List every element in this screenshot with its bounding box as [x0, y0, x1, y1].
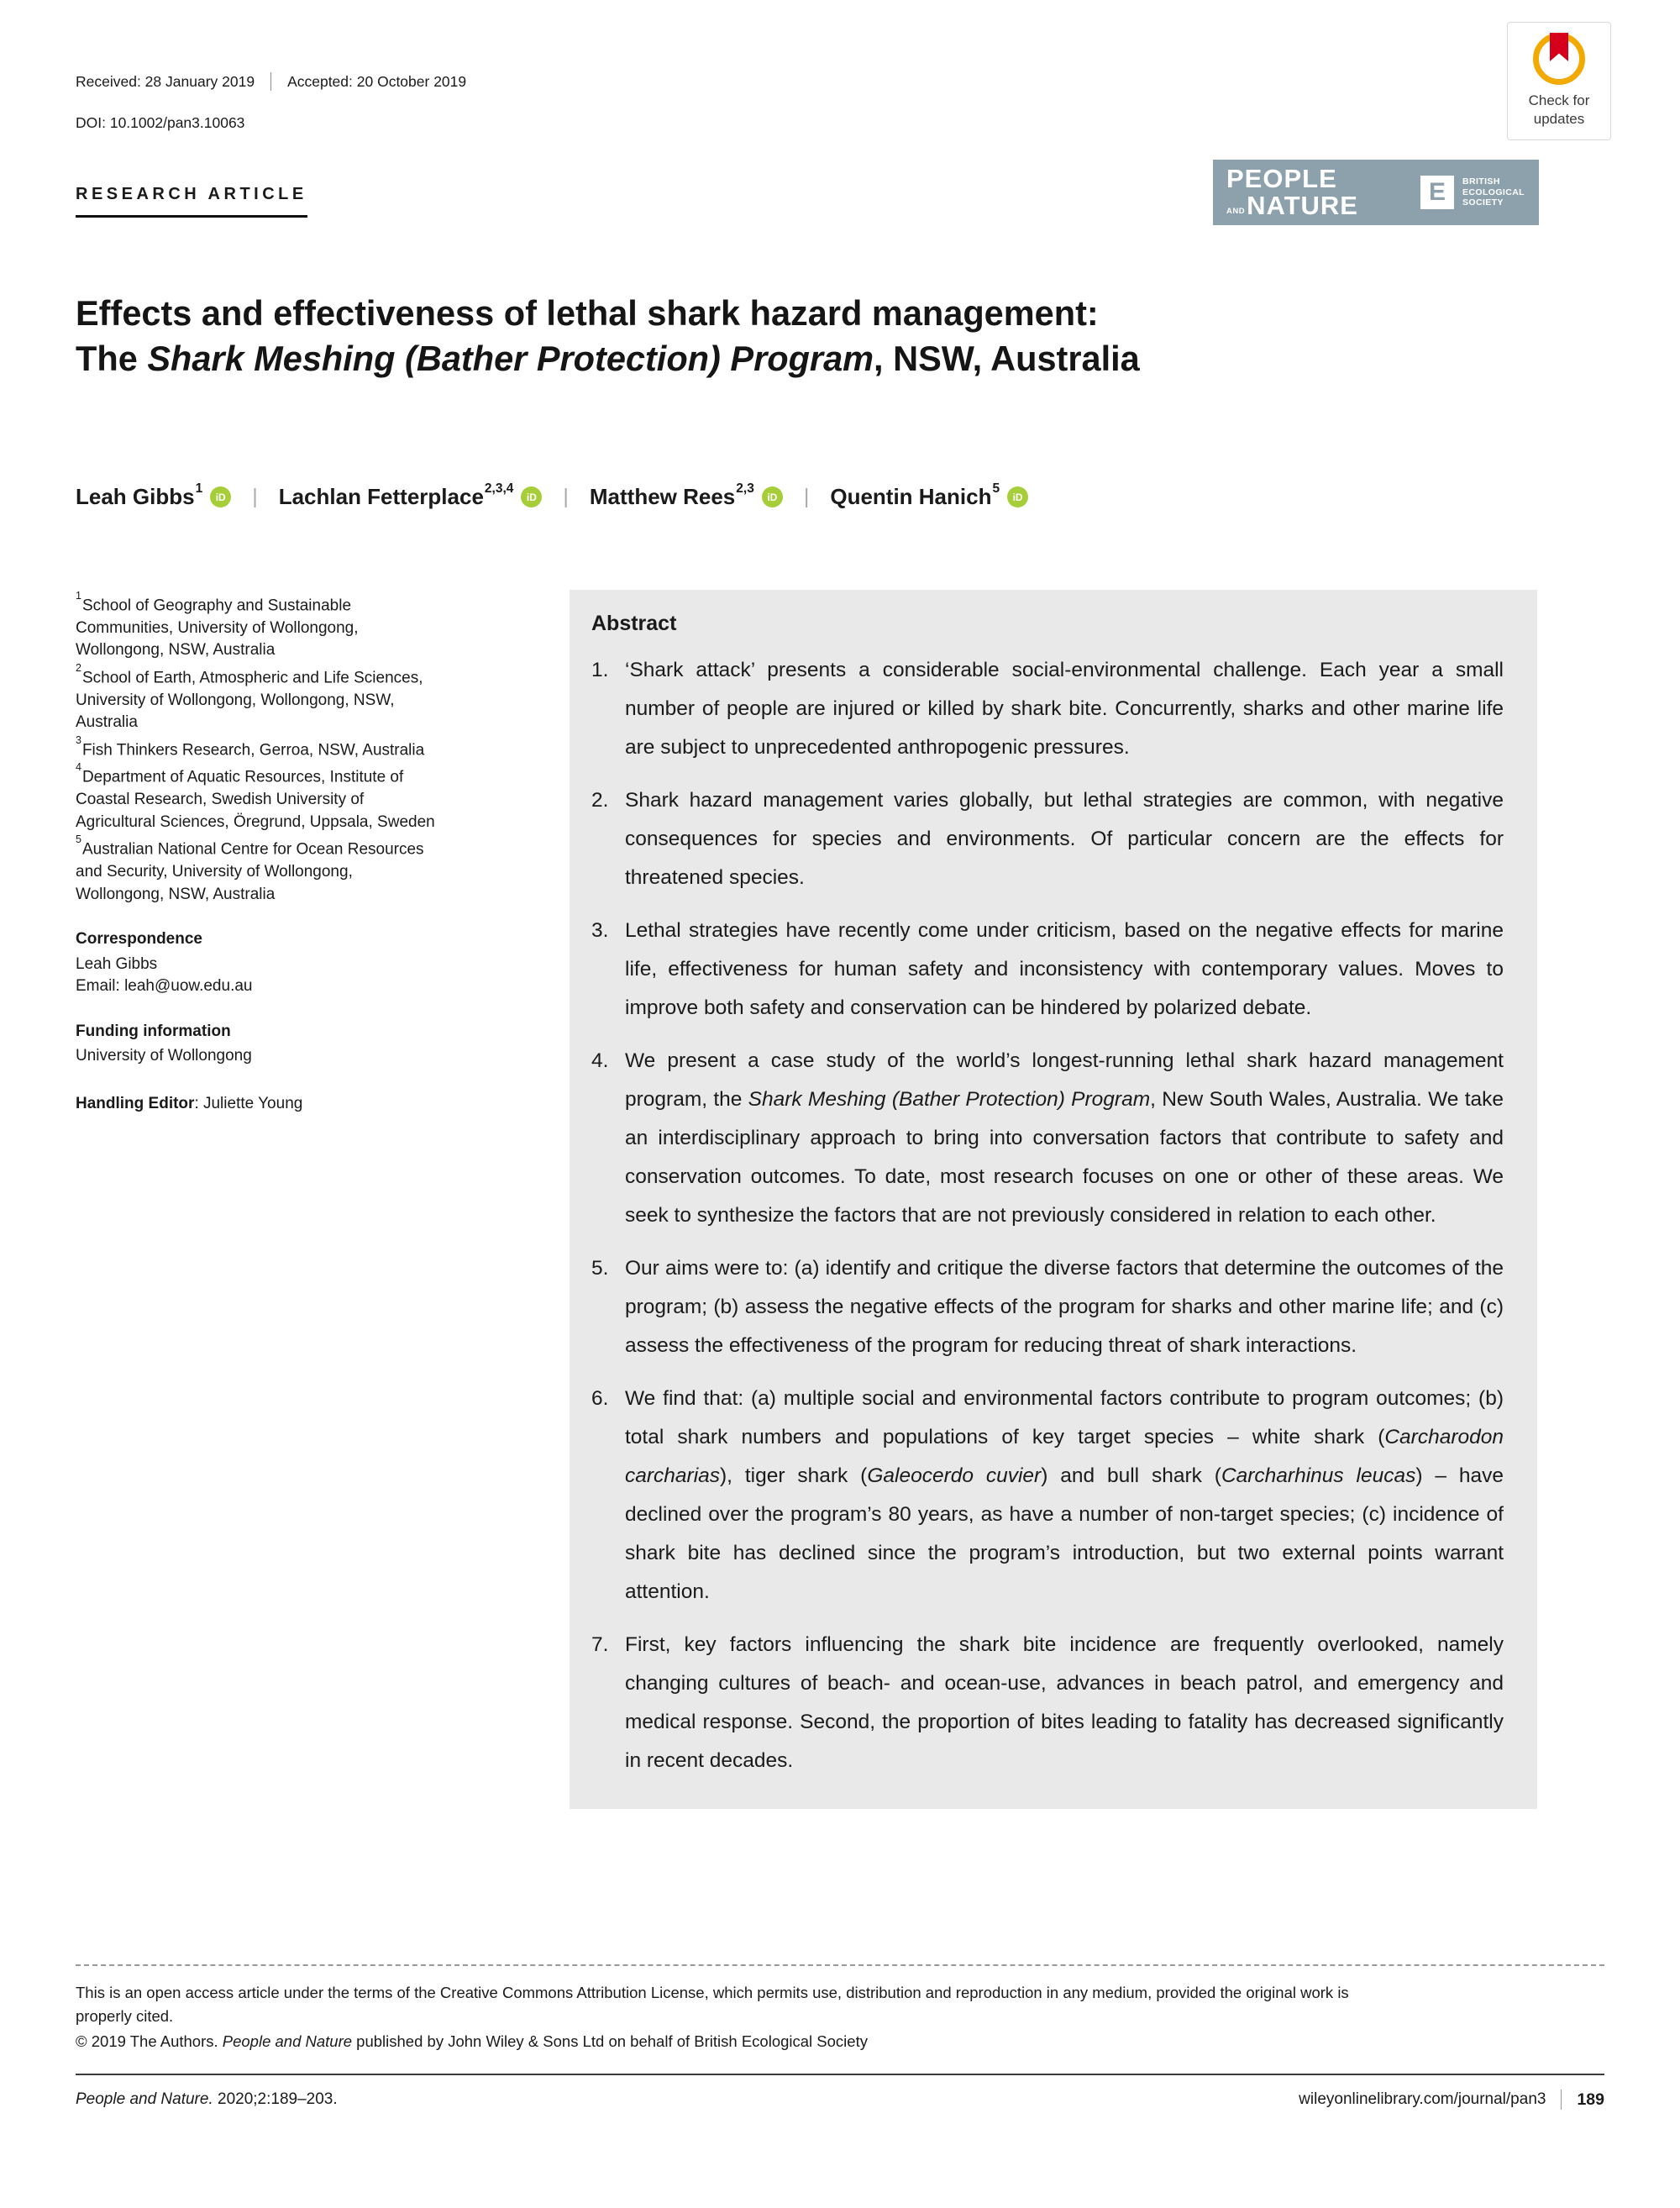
page-footer	[76, 1964, 1604, 2110]
affiliation-sup: 4	[76, 761, 81, 774]
correspondence-heading: Correspondence	[76, 930, 202, 949]
author	[830, 481, 1028, 510]
abstract-item-number: 1.	[591, 659, 609, 681]
footer-divider	[1561, 2090, 1562, 2110]
abstract-item-text: ‘Shark attack’ presents a considerable social-environmental challenge. Each year a small number of people are injured or killed by shark bite. Concurrently, sharks and other marine life are subject to unprecedented anthropogenic pressures.	[625, 659, 1504, 759]
handling-editor-heading: Handling Editor	[76, 1094, 195, 1112]
handling-editor-name: : Juliette Young	[194, 1094, 303, 1112]
abstract-heading: Abstract	[591, 612, 677, 635]
journal-url[interactable]: wileyonlinelibrary.com/journal/pan3	[1299, 2090, 1546, 2108]
affiliation-text: School of Earth, Atmospheric and Life Sciences, University of Wollongong, Wollongong, NSW, Australia	[76, 669, 423, 732]
affiliation-list	[76, 590, 438, 906]
footer-row	[76, 2075, 1604, 2110]
funding-heading: Funding information	[76, 1022, 231, 1040]
abstract-item-text: Lethal strategies have recently come under criticism, based on the negative effects for marine life, effectiveness for human safety and inconsistency with contemporary values. Moves to improve both safety and conservation can be hindered by polarized debate.	[625, 919, 1504, 1019]
abstract-item-number: 7.	[591, 1633, 609, 1656]
logo-word-people: PEOPLE	[1226, 164, 1337, 194]
abstract-item-text: We find that: (a) multiple social and environmental factors contribute to program outcomes; (b) total shark numbers and populations of key target species – white shark (Carcharodon carcharias), tiger shark (Galeocerdo cuvier) and bull shark (Carcharhinus leucas) – have declined over the program’s 80 years, as have a number of non-target species; (c) incidence of shark bite has declined since the program’s introduction, but two external points warrant attention.	[625, 1387, 1504, 1603]
logo-word-and: AND	[1226, 206, 1246, 216]
correspondence-block	[76, 928, 438, 998]
abstract-section	[570, 590, 1537, 1809]
abstract-item-number: 4.	[591, 1049, 609, 1072]
abstract-item	[591, 1249, 1504, 1365]
abstract-item	[591, 912, 1504, 1028]
article-title	[76, 291, 1596, 381]
license-text: This is an open access article under the terms of the Creative Commons Attribution License, which permits use, distribution and reproduction in any medium, provided the original work is properly cited.	[76, 1984, 1349, 2025]
abstract-item-text: First, key factors influencing the shark bite incidence are frequently overlooked, namely changing cultures of beach- and ocean-use, advances in beach patrol, and emergency and medical response. Second, the proportion of bites leading to fatality has decreased significantly in recent decades.	[625, 1633, 1504, 1772]
footer-right-group	[1299, 2090, 1604, 2110]
affiliation-text: School of Geography and Sustainable Communities, University of Wollongong, Wollongong, NSW, Australia	[76, 597, 359, 660]
author-name: Matthew Rees	[589, 484, 736, 509]
page-number: 189	[1577, 2090, 1604, 2109]
orcid-icon[interactable]: iD	[762, 486, 783, 507]
author-affiliation-sup: 2,3,4	[484, 481, 514, 496]
journal-logo	[1213, 160, 1539, 225]
abstract-item-number: 6.	[591, 1387, 609, 1410]
received-accepted-row	[76, 72, 466, 91]
correspondence-name: Leah Gibbs	[76, 954, 158, 973]
title-line-2: The Shark Meshing (Bather Protection) Program, NSW, Australia	[76, 339, 1140, 378]
affiliation-text: Australian National Centre for Ocean Resources and Security, University of Wollongong, Wollongong, NSW, Australia	[76, 840, 424, 903]
abstract-list	[591, 651, 1504, 1780]
journal-citation: People and Nature. 2020;2:189–203.	[76, 2090, 338, 2108]
author-separator: |	[803, 485, 810, 508]
abstract-item-text: Our aims were to: (a) identify and critique the diverse factors that determine the outcomes of the program; (b) assess the negative effects of the program for sharks and other marine life; and (c) assess the effectiveness of the program for reducing threat of shark interactions.	[625, 1257, 1504, 1357]
license-block	[76, 1964, 1604, 2053]
author-list	[76, 481, 1028, 510]
abstract-item	[591, 1042, 1504, 1235]
meta-divider	[270, 72, 271, 91]
doi-text: DOI: 10.1002/pan3.10063	[76, 114, 245, 131]
abstract-item-number: 3.	[591, 919, 609, 942]
author	[278, 481, 590, 510]
author-affiliation-sup: 1	[195, 481, 203, 496]
affiliation	[76, 662, 438, 734]
author-separator: |	[252, 485, 258, 508]
affiliation-text: Fish Thinkers Research, Gerroa, NSW, Australia	[81, 740, 425, 759]
author	[589, 481, 830, 510]
author-affiliation-sup: 5	[992, 481, 1000, 496]
bes-logo-icon: E	[1420, 176, 1454, 209]
abstract-item	[591, 1380, 1504, 1611]
orcid-icon[interactable]: iD	[210, 486, 231, 507]
copyright-text: © 2019 The Authors. People and Nature published by John Wiley & Sons Ltd on behalf of British Ecological Society	[76, 2032, 868, 2050]
author-separator: |	[563, 485, 569, 508]
crossmark-icon	[1533, 33, 1585, 85]
abstract-item-text: We present a case study of the world’s longest-running lethal shark hazard management program, the Shark Meshing (Bather Protection) Program, New South Wales, Australia. We take an interdisciplinary approach to bring into conversation factors that contribute to safety and conservation outcomes. To date, most research focuses on one or other of these areas. We seek to synthesize the factors that are not previously considered in relation to each other.	[625, 1049, 1504, 1227]
bes-logo-name: BRITISH ECOLOGICAL SOCIETY	[1462, 176, 1525, 208]
correspondence-email[interactable]: Email: leah@uow.edu.au	[76, 977, 253, 996]
abstract-item	[591, 781, 1504, 897]
author-name: Leah Gibbs	[76, 484, 195, 509]
abstract-item	[591, 651, 1504, 767]
affiliation-text: Department of Aquatic Resources, Institute of Coastal Research, Swedish University of Agricultural Sciences, Öregrund, Uppsala, Sweden	[76, 768, 435, 831]
affiliation-sup: 5	[76, 833, 81, 846]
affiliation	[76, 761, 438, 833]
orcid-icon[interactable]: iD	[1007, 486, 1028, 507]
content-columns	[76, 590, 1604, 1809]
left-sidebar	[76, 590, 438, 1115]
funding-block	[76, 1021, 438, 1068]
check-for-updates-badge[interactable]	[1507, 22, 1611, 140]
author-name: Lachlan Fetterplace	[278, 484, 484, 509]
author	[76, 481, 279, 510]
title-line-1: Effects and effectiveness of lethal shark hazard management:	[76, 293, 1099, 333]
logo-word-nature-row	[1226, 192, 1358, 219]
received-date: Received: 28 January 2019	[76, 72, 255, 90]
author-name: Quentin Hanich	[830, 484, 992, 509]
abstract-item-text: Shark hazard management varies globally, but lethal strategies are common, with negative consequences for species and environments. Of particular concern are the effects for threatened species.	[625, 789, 1504, 889]
affiliation-sup: 1	[76, 590, 81, 602]
bes-logo	[1420, 176, 1528, 209]
author-affiliation-sup: 2,3	[736, 481, 754, 496]
people-and-nature-wordmark	[1226, 166, 1358, 218]
orcid-icon[interactable]: iD	[521, 486, 542, 507]
check-for-updates-label: Check for updates	[1528, 92, 1590, 128]
abstract-item	[591, 1626, 1504, 1780]
logo-word-nature: NATURE	[1247, 191, 1358, 220]
abstract-item-number: 2.	[591, 789, 609, 812]
affiliation-sup: 3	[76, 733, 81, 746]
affiliation-sup: 2	[76, 661, 81, 674]
funding-text: University of Wollongong	[76, 1047, 252, 1065]
accepted-date: Accepted: 20 October 2019	[287, 72, 467, 90]
article-type-label: RESEARCH ARTICLE	[76, 185, 307, 218]
affiliation	[76, 590, 438, 662]
abstract-item-number: 5.	[591, 1257, 609, 1280]
affiliation	[76, 833, 438, 906]
handling-editor	[76, 1093, 438, 1116]
affiliation	[76, 734, 438, 762]
